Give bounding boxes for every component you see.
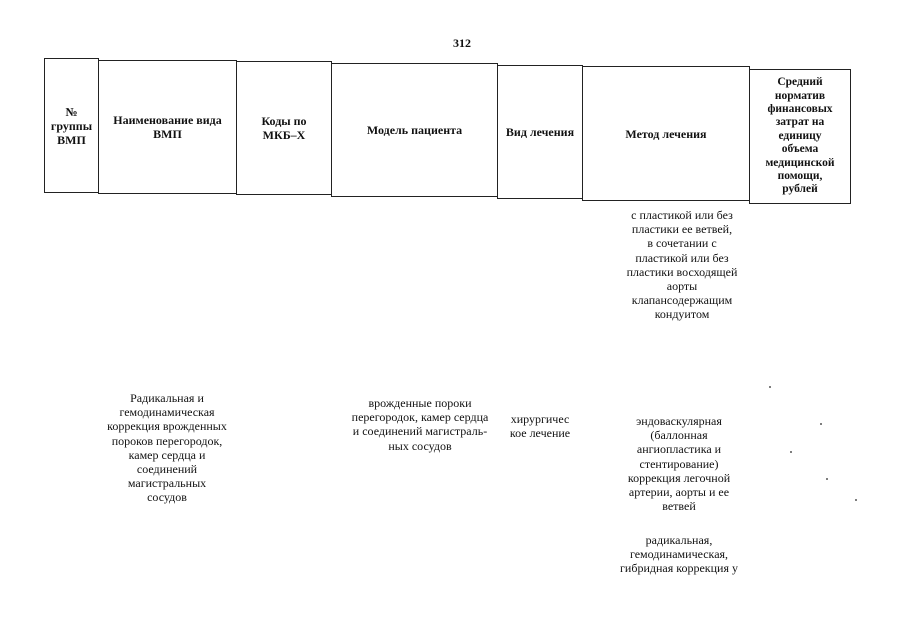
header-vmp-name — [98, 60, 237, 194]
header-cost-norm-text: Средний норматив финансовых затрат на единицу объема медицинской помощи, рублей — [765, 76, 835, 196]
header-icd-codes — [236, 61, 332, 195]
scan-speck — [790, 451, 792, 453]
method-continuation-text: с пластикой или без пластики ее ветвей, в сочетании с пластикой или без пластики восходящей аорты клапансодержащим кондуитом — [626, 208, 738, 322]
vmp-name-text: Радикальная и гемодинамическая коррекция врожденных пороков перегородок, камер сердца и соединений магистральных сосудов — [107, 391, 227, 505]
page-number: 312 — [453, 36, 471, 50]
patient-model-text: врожденные пороки перегородок, камер сердца и соединений магистраль- ных сосудов — [351, 396, 489, 453]
header-treatment-method-text: Метод лечения — [625, 126, 707, 141]
header-group-number — [44, 58, 99, 193]
header-group-number-text: № группы ВМП — [50, 104, 93, 147]
scan-speck — [855, 499, 857, 501]
header-treatment-type — [497, 65, 583, 199]
header-patient-model-text: Модель пациента — [366, 123, 463, 137]
header-patient-model — [331, 63, 498, 197]
scan-speck — [820, 423, 822, 425]
header-treatment-type-text: Вид лечения — [505, 125, 575, 139]
header-vmp-name-text: Наименование вида ВМП — [113, 113, 222, 141]
method-endovascular-text: эндоваскулярная (баллонная ангиопластика и стентирование) коррекция легочной артерии, аорты и ее ветвей — [627, 414, 731, 514]
treatment-type-text: хирургичес кое лечение — [509, 412, 571, 441]
method-radical-text: радикальная, гемодинамическая, гибридная коррекция у — [620, 533, 738, 576]
scan-speck — [826, 478, 828, 480]
header-cost-norm — [749, 69, 851, 204]
header-icd-codes-text: Коды по МКБ–Х — [261, 114, 307, 142]
header-treatment-method — [582, 66, 750, 201]
scan-speck — [769, 386, 771, 388]
